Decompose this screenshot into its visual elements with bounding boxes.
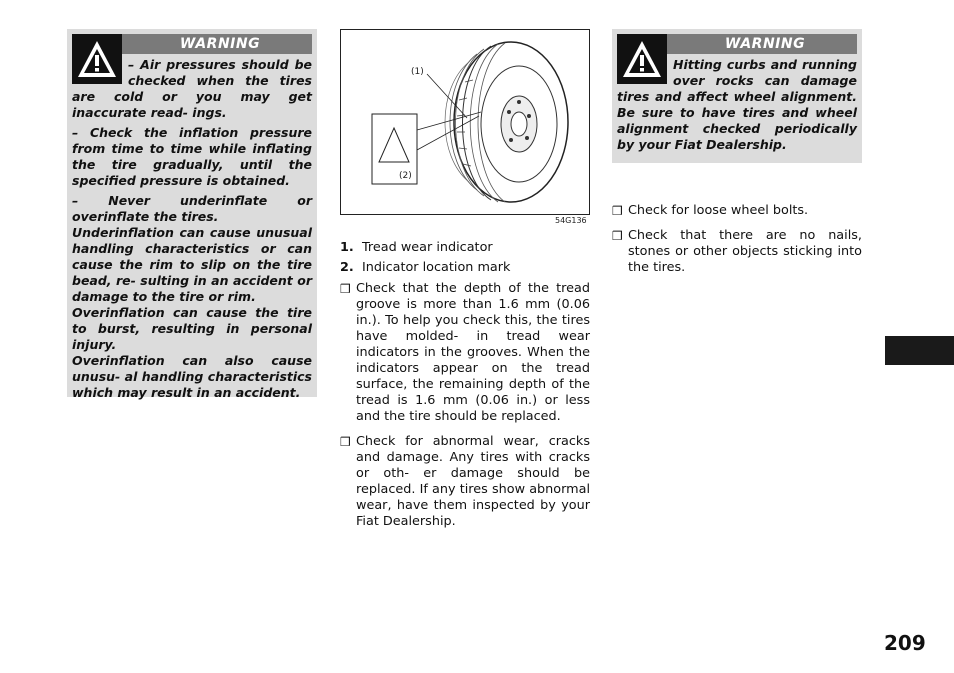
figure-code: 54G136 bbox=[555, 216, 587, 225]
warning-paragraph: Underinflation can cause unusual handling characteristics or can cause the rim to slip on the tire bead, re- sulting in an accident or damage to the tire or rim. bbox=[72, 225, 312, 304]
checklist-text: Check that the depth of the tread groove is more than 1.6 mm (0.06 in.). To help you check this, the tires have molded- in tread wear indicators in the grooves. When the indicators appear on the tread surface, the remaining depth of the tread is 1.6 mm (0.06 in.) or less and the tire should be replaced. bbox=[356, 281, 590, 424]
tire-illustration bbox=[340, 29, 590, 215]
checkbox-icon: ❒ bbox=[612, 229, 623, 243]
checklist-item bbox=[612, 228, 862, 276]
page-number: 209 bbox=[884, 631, 926, 655]
right-warning-box bbox=[612, 29, 862, 163]
warning-paragraph: Overinflation can cause the tire to burst, resulting in personal injury. bbox=[72, 305, 312, 352]
warning-triangle-icon bbox=[72, 34, 122, 84]
warning-header: WARNING bbox=[617, 34, 857, 54]
warning-paragraph: – Check the inflation pressure from time to time while inflating the tire gradually, until the specified pressure is obtained. bbox=[72, 125, 312, 188]
legend-text: Tread wear indicator bbox=[362, 240, 493, 255]
legend-item bbox=[340, 260, 590, 276]
label-2: (2) bbox=[399, 171, 412, 181]
warning-paragraph: Hitting curbs and running over rocks can damage tires and affect wheel alignment. Be sure to have tires and wheel alignment checked periodically by your Fiat Dealership. bbox=[617, 57, 857, 152]
warning-header: WARNING bbox=[72, 34, 312, 54]
legend-text: Indicator location mark bbox=[362, 260, 511, 275]
section-tab-marker bbox=[885, 336, 954, 365]
legend-number: 1. bbox=[340, 240, 354, 255]
checklist-text: Check for abnormal wear, cracks and damage. Any tires with cracks or oth- er damage should be replaced. If any tires show abnormal wear, have them inspected by your Fiat Dealership. bbox=[356, 434, 590, 529]
warning-triangle-icon bbox=[617, 34, 667, 84]
checklist-item bbox=[340, 434, 590, 530]
label-1: (1) bbox=[411, 67, 424, 77]
middle-column bbox=[340, 240, 590, 530]
warning-paragraph: – Air pressures should be checked when the tires are cold or you may get inaccurate read- ings. bbox=[72, 57, 312, 120]
warning-paragraph: Overinflation can also cause unusu- al handling characteristics which may result in an accident. bbox=[72, 353, 312, 400]
right-column bbox=[612, 203, 862, 276]
checkbox-icon: ❒ bbox=[340, 282, 351, 296]
checkbox-icon: ❒ bbox=[340, 435, 351, 449]
warning-paragraph: – Never underinflate or overinflate the tires. bbox=[72, 193, 312, 224]
checklist-item bbox=[612, 203, 862, 219]
legend-item bbox=[340, 240, 590, 256]
checklist-text: Check that there are no nails, stones or other objects sticking into the tires. bbox=[628, 228, 862, 275]
checklist-text: Check for loose wheel bolts. bbox=[628, 203, 809, 218]
checkbox-icon: ❒ bbox=[612, 204, 623, 218]
checklist-item bbox=[340, 281, 590, 425]
legend-number: 2. bbox=[340, 260, 354, 275]
left-warning-box bbox=[67, 29, 317, 400]
